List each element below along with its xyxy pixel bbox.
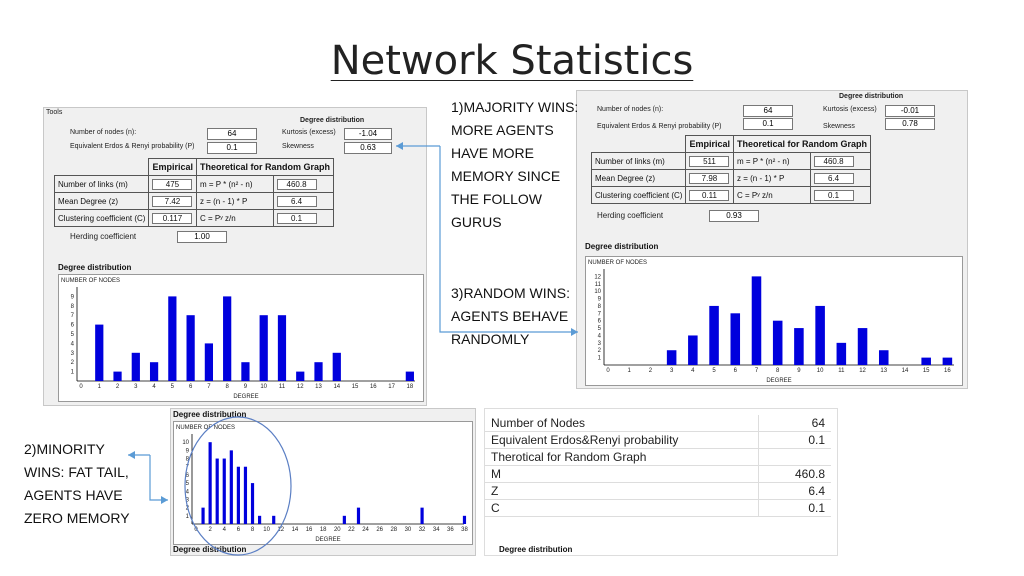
y-tick-label: 1 [597,355,601,362]
chart-title: Degree distribution [585,242,659,251]
x-tick-label: 38 [461,527,468,533]
y-tick-label: 9 [185,448,189,455]
empirical-value[interactable]: 511 [689,156,729,167]
row-label: M [485,466,759,483]
y-tick-label: 11 [594,281,601,288]
x-tick-label: 16 [944,368,951,374]
x-tick-label: 7 [207,384,211,390]
theoretical-value[interactable]: 460.8 [814,156,854,167]
formula: z = (n - 1) * P [196,193,273,210]
y-tick-label: 10 [182,440,189,447]
y-axis-label: NUMBER OF NODES [588,260,648,266]
chart-title: Degree distribution [173,410,247,419]
arrow-to-left-panel [440,146,578,332]
skewness-field[interactable]: 0.78 [885,118,935,130]
x-tick-label: 4 [152,384,156,390]
row-value: 0.1 [759,500,832,517]
y-tick-label: 5 [597,326,601,333]
degree-header: Degree distribution [839,93,904,100]
x-tick-label: 9 [797,368,801,374]
y-tick-label: 7 [597,311,601,318]
x-tick-label: 8 [776,368,780,374]
y-tick-label: 8 [70,303,74,310]
row-label: Clustering coefficient (C) [55,210,149,227]
x-tick-label: 7 [754,368,759,374]
footer-label: Degree distribution [173,545,247,554]
row-value: 6.4 [759,483,832,500]
theoretical-value[interactable]: 6.4 [277,196,317,207]
x-tick-label: 2 [648,368,653,374]
row-label: Number of links (m) [592,153,686,170]
x-axis-label: DEGREE [766,378,792,384]
x-tick-label: 6 [236,527,241,533]
skewness-field[interactable]: 0.63 [344,142,392,154]
x-tick-label: 22 [348,527,355,533]
row-label: Number of Nodes [485,415,759,432]
x-tick-label: 28 [390,527,398,533]
window-title: Tools [46,109,63,116]
y-tick-label: 5 [185,481,189,488]
x-tick-label: 5 [712,368,716,374]
x-tick-label: 36 [446,527,454,533]
y-tick-label: 2 [70,360,74,367]
y-tick-label: 2 [597,348,601,355]
y-tick-label: 3 [597,340,601,347]
x-axis-label: DEGREE [233,394,259,400]
chart-title: Degree distribution [58,263,132,272]
x-tick-label: 15 [922,368,930,374]
empirical-value[interactable]: 475 [152,179,192,190]
x-tick-label: 13 [880,368,888,374]
theoretical-value[interactable]: 0.1 [814,190,854,201]
footer-label: Degree distribution [499,545,573,554]
prob-label: Equivalent Erdos & Renyi probability (P) [70,143,195,150]
y-tick-label: 4 [70,341,74,348]
row-label: Number of links (m) [55,176,149,193]
y-tick-label: 12 [594,274,601,281]
x-tick-label: 6 [188,384,193,390]
col-theoretical: Theoretical for Random Graph [196,159,333,176]
x-tick-label: 1 [627,368,631,374]
x-tick-label: 32 [418,527,426,533]
x-tick-label: 14 [333,384,341,390]
x-tick-label: 18 [406,384,414,390]
arrowhead-icon [571,328,578,336]
y-tick-label: 6 [597,318,601,325]
row-label: Mean Degree (z) [592,170,686,187]
x-tick-label: 12 [277,527,285,533]
x-tick-label: 8 [250,527,255,533]
x-tick-label: 15 [351,384,359,390]
y-tick-label: 9 [70,294,74,301]
x-tick-label: 11 [278,384,286,390]
x-tick-label: 9 [243,384,248,390]
y-axis-label: NUMBER OF NODES [61,278,121,284]
skewness-label: Skewness [823,123,855,130]
kurtosis-field[interactable]: -0.01 [885,105,935,117]
x-tick-label: 14 [291,527,299,533]
y-tick-label: 8 [185,456,189,463]
col-empirical: Empirical [149,159,197,176]
herding-label: Herding coefficient [597,211,664,220]
formula: z = (n - 1) * P [733,170,810,187]
x-tick-label: 5 [170,384,175,390]
empirical-value[interactable]: 7.42 [152,196,192,207]
x-tick-label: 2 [208,527,212,533]
nodes-label: Number of nodes (n): [70,129,137,136]
row-value: 0.1 [759,432,832,449]
note-minority: 2)MINORITY WINS: FAT TAIL, AGENTS HAVE ZERO MEMORY [24,441,130,526]
y-tick-label: 1 [185,513,189,520]
degree-header: Degree distribution [300,117,365,124]
row-label: Therotical for Random Graph [485,449,759,466]
arrowhead-icon [161,496,168,504]
row-label: Equivalent Erdos&Renyi probability [485,432,759,449]
x-tick-label: 3 [134,384,138,390]
nodes-field[interactable]: 64 [743,105,793,117]
x-axis-label: DEGREE [315,537,341,543]
x-tick-label: 1 [97,384,101,390]
y-tick-label: 1 [70,369,74,376]
x-tick-label: 34 [432,527,440,533]
x-tick-label: 18 [319,527,327,533]
x-tick-label: 4 [222,527,226,533]
note-random: 3)RANDOM WINS: AGENTS BEHAVE RANDOMLY [451,285,570,347]
formula: C = Pʸ z/n [196,210,273,227]
x-tick-label: 10 [816,368,824,374]
y-axis-label: NUMBER OF NODES [176,425,236,431]
y-tick-label: 4 [597,333,601,340]
x-tick-label: 12 [296,384,304,390]
slide-title: Network Statistics [330,38,694,84]
y-tick-label: 9 [597,296,601,303]
x-tick-label: 14 [901,368,909,374]
x-tick-label: 4 [691,368,695,374]
prob-label: Equivalent Erdos & Renyi probability (P) [597,123,722,130]
theoretical-value[interactable]: 460.8 [277,179,317,190]
kurtosis-label: Kurtosis (excess) [282,129,336,136]
x-tick-label: 20 [333,527,341,533]
empirical-value[interactable]: 0.117 [152,213,192,224]
row-label: C [485,500,759,517]
row-value: 64 [759,415,832,432]
x-tick-label: 24 [362,527,369,533]
x-tick-label: 10 [260,384,268,390]
y-tick-label: 3 [70,350,74,357]
x-tick-label: 6 [733,368,737,374]
x-tick-label: 11 [838,368,845,374]
y-tick-label: 6 [70,322,74,329]
note-majority: 1)MAJORITY WINS: MORE AGENTS HAVE MORE MEMORY SINCE THE FOLLOW GURUS [451,99,579,230]
col-empirical: Empirical [686,136,734,153]
arrowhead-icon [128,451,135,459]
x-tick-label: 30 [404,527,412,533]
skewness-label: Skewness [282,143,314,150]
y-tick-label: 10 [594,289,601,296]
herding-label: Herding coefficient [70,232,137,241]
y-tick-label: 5 [70,332,74,338]
y-tick-label: 7 [185,464,189,471]
y-tick-label: 8 [597,303,601,310]
x-tick-label: 16 [305,527,313,533]
y-tick-label: 4 [185,489,189,496]
row-value: 460.8 [759,466,832,483]
x-tick-label: 8 [225,384,229,390]
x-tick-label: 2 [115,384,120,390]
x-tick-label: 3 [669,368,674,374]
nodes-field[interactable]: 64 [207,128,257,140]
y-tick-label: 7 [70,313,74,320]
x-tick-label: 0 [79,384,83,390]
x-tick-label: 13 [315,384,322,390]
x-tick-label: 0 [606,368,610,374]
formula: m = P * (n² - n) [733,153,810,170]
nodes-label: Number of nodes (n): [597,106,664,113]
herding-field[interactable]: 0.93 [709,210,759,222]
x-tick-label: 26 [376,527,384,533]
col-theoretical: Theoretical for Random Graph [733,136,870,153]
kurtosis-label: Kurtosis (excess) [823,106,877,113]
theoretical-value[interactable]: 0.1 [277,213,317,224]
theoretical-value[interactable]: 6.4 [814,173,854,184]
empirical-value[interactable]: 7.98 [689,173,729,184]
empirical-value[interactable]: 0.11 [689,190,729,201]
row-label: Mean Degree (z) [55,193,149,210]
row-label: Z [485,483,759,500]
y-tick-label: 3 [185,497,189,504]
x-tick-label: 16 [369,384,377,390]
x-tick-label: 0 [194,527,198,533]
x-tick-label: 12 [859,368,866,374]
row-label: Clustering coefficient (C) [592,187,686,204]
kurtosis-field[interactable]: -1.04 [344,128,392,140]
arrowhead-icon [396,142,403,150]
x-tick-label: 10 [263,527,270,533]
prob-field[interactable]: 0.1 [743,118,793,130]
y-tick-label: 6 [185,472,189,479]
formula: m = P * (n² - n) [196,176,273,193]
herding-field[interactable]: 1.00 [177,231,227,243]
arrow-minority [150,455,168,500]
formula: C = Pʸ z/n [733,187,810,204]
y-tick-label: 2 [185,505,189,512]
prob-field[interactable]: 0.1 [207,142,257,154]
x-tick-label: 17 [388,384,395,390]
